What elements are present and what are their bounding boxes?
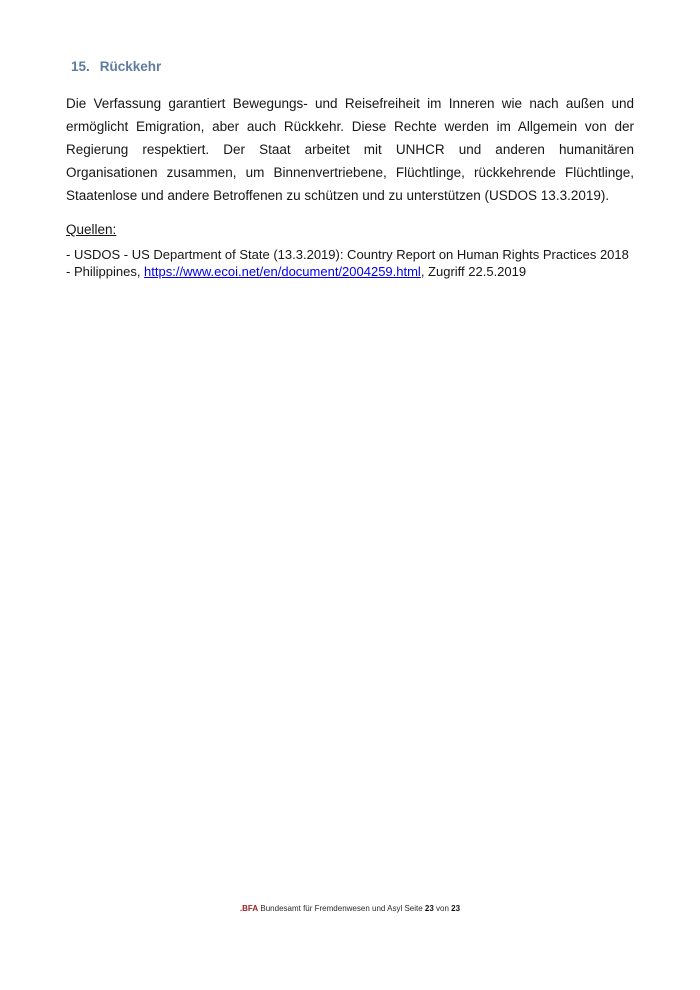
footer-page-total: 23	[451, 904, 461, 913]
citation-line-2	[66, 263, 634, 280]
section-title: Rückkehr	[99, 59, 162, 74]
section-paragraph: Die Verfassung garantiert Bewegungs- und Reisefreiheit im Inneren wie nach außen und ermöglicht Emigration, aber auch Rückkehr. Diese Rechte werden im Allgemein von der Regierung respektiert. Der Staat arbeitet mit UNHCR und anderen humanitären Organisationen zusammen, um Binnenvertriebene, Flüchtlinge, rückkehrende Flüchtlinge, Staatenlose und andere Betroffenen zu schützen und zu unterstützen (USDOS 13.3.2019).	[66, 96, 634, 203]
section-number: 15.	[71, 59, 90, 74]
sources-label: Quellen:	[66, 222, 117, 237]
page-content	[66, 58, 634, 280]
citation-block	[66, 246, 634, 280]
citation-link[interactable]: https://www.ecoi.net/en/document/2004259.html	[144, 264, 421, 279]
page-footer	[0, 903, 700, 915]
footer-separator: von	[433, 904, 452, 913]
citation-line-1: - USDOS - US Department of State (13.3.2019): Country Report on Human Rights Practices 2018	[66, 247, 629, 262]
bfa-logo: .BFA	[239, 904, 259, 913]
section-heading	[66, 58, 634, 75]
footer-page-current: 23	[424, 904, 434, 913]
footer-org-text: Bundesamt für Fremdenwesen und Asyl Seite	[258, 904, 425, 913]
citation-line2-suffix: , Zugriff 22.5.2019	[420, 264, 527, 279]
citation-line2-prefix: - Philippines,	[66, 264, 145, 279]
